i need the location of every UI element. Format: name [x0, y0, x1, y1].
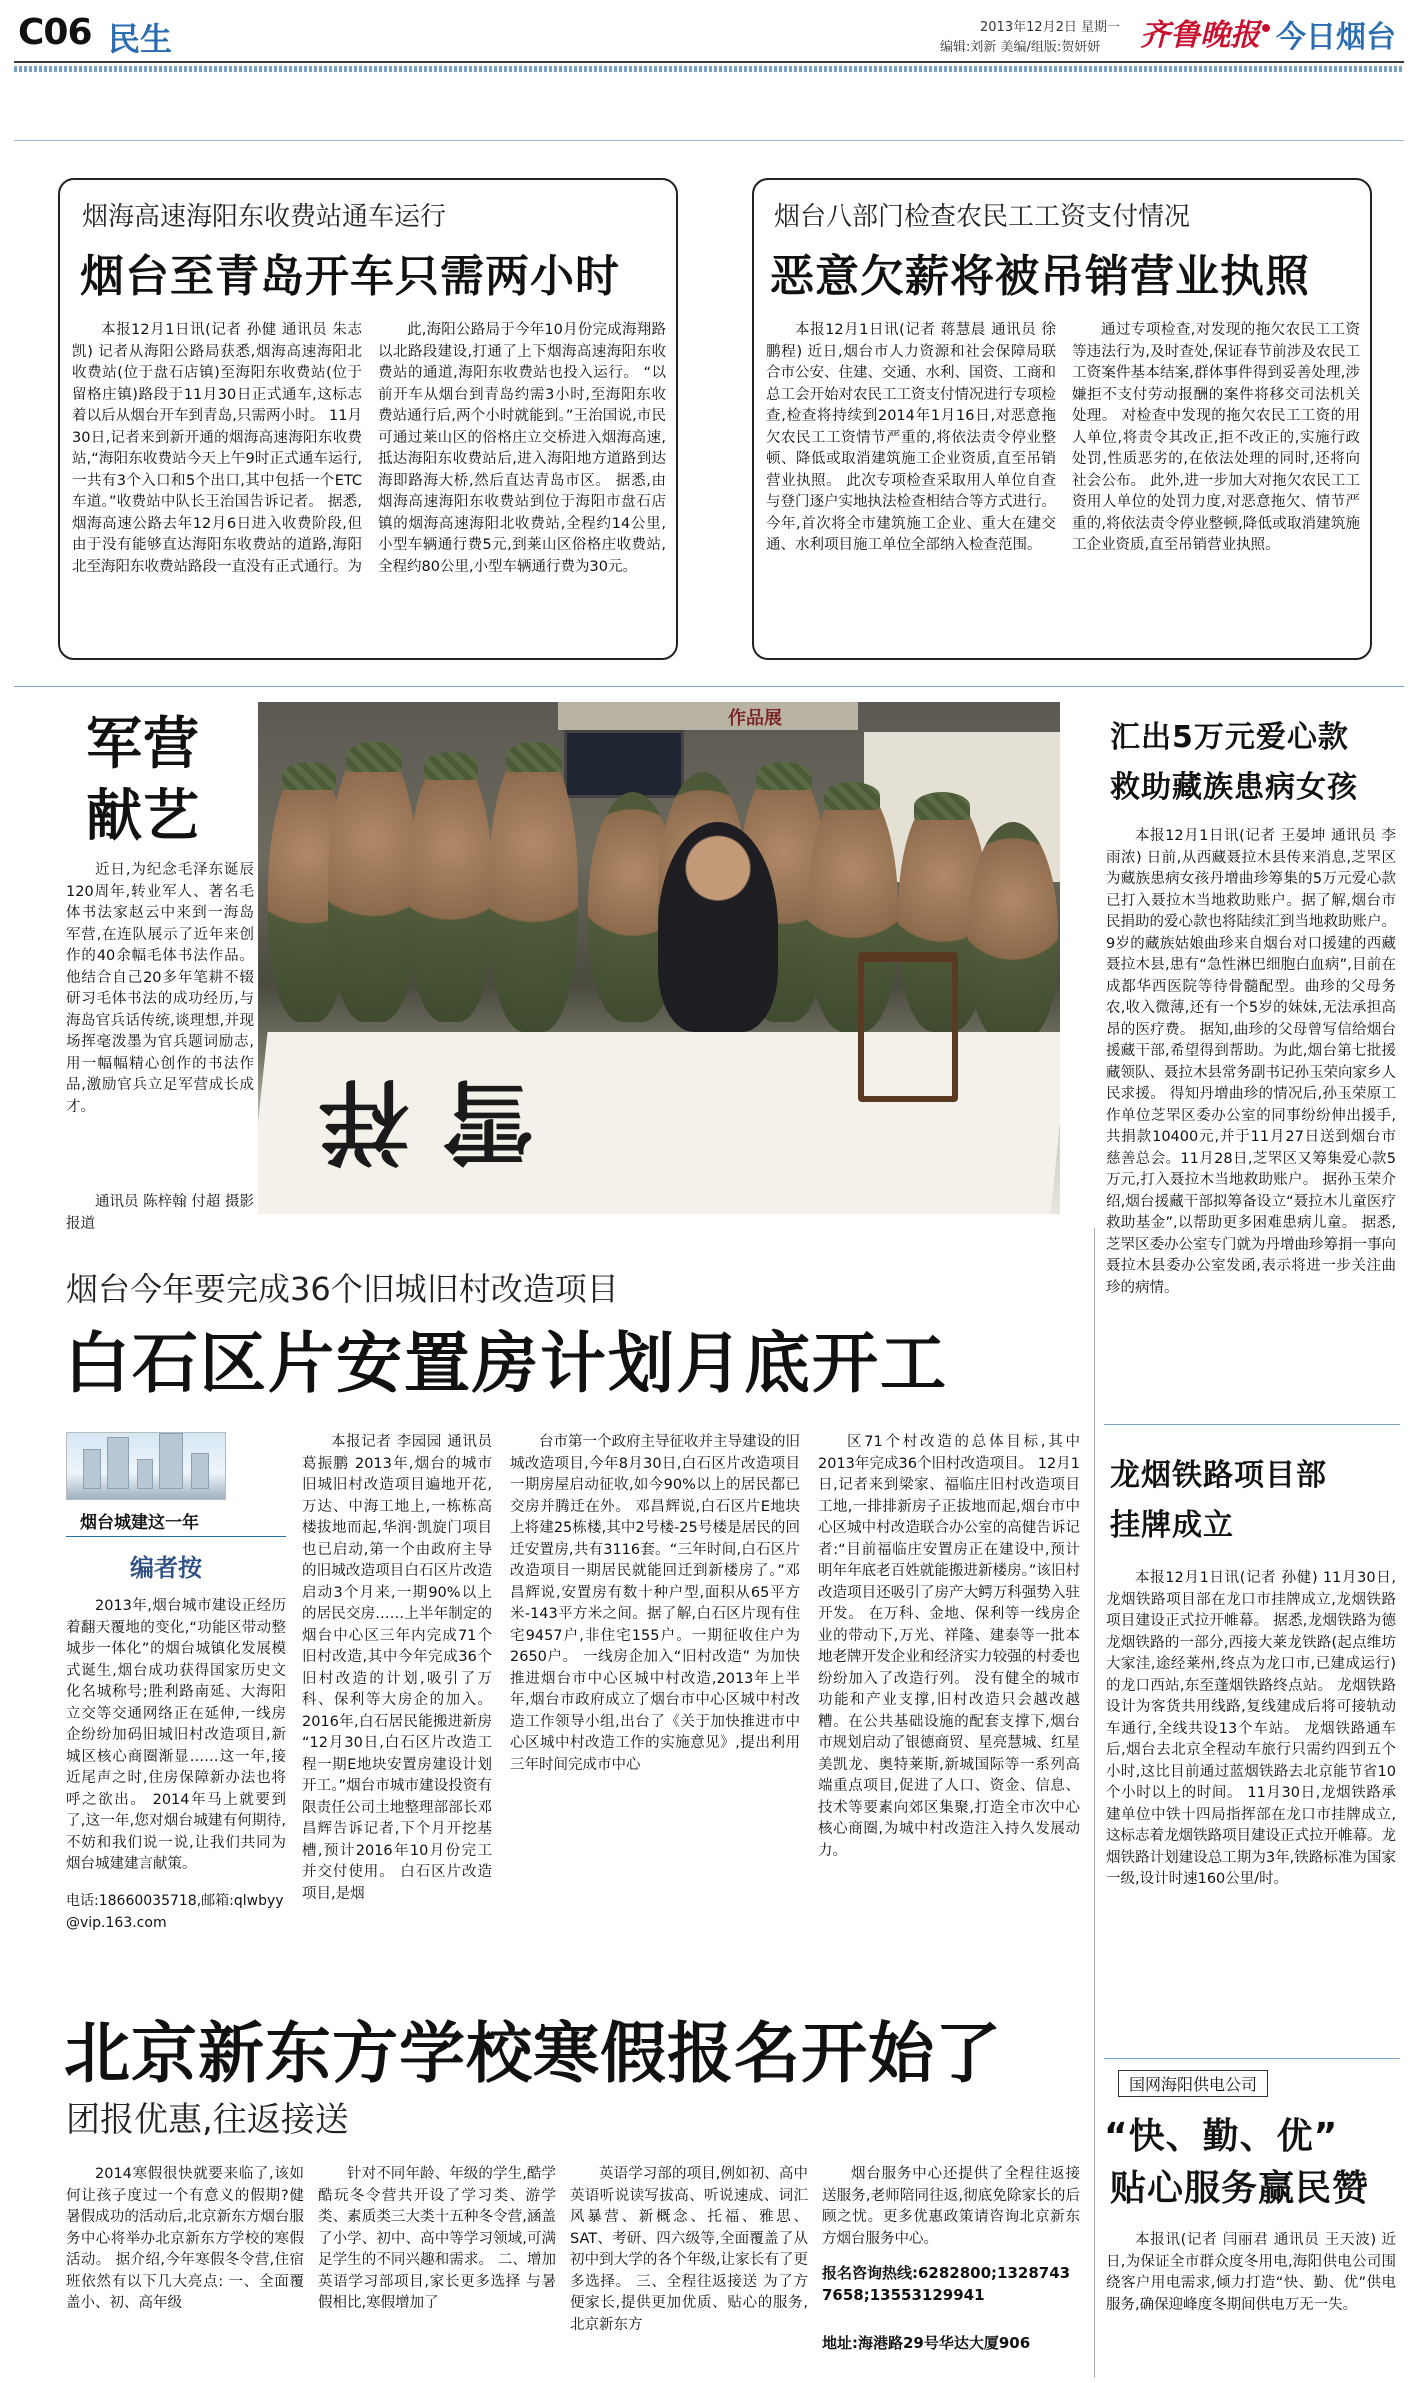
edition-title: 今日烟台: [1276, 20, 1396, 55]
story7-col4: 烟台服务中心还提供了全程往返接送服务,老师陪同往返,彻底免除家长的后顾之忧。更多优惠政策请咨询北京新东方烟台服务中心。: [822, 2166, 1080, 2247]
editor-note-title: 编者按: [130, 1554, 202, 1582]
building-shape: [191, 1453, 209, 1489]
building-shape: [159, 1433, 183, 1489]
army-calligraphy-photo: [258, 702, 1060, 1214]
story2-col2: 通过专项检查,对发现的拖欠农民工工资等违法行为,及时查处,保证春节前涉及农民工工资案件基本结案,群体事件得到妥善处理,涉嫌拒不支付劳动报酬的案件将移交司法机关处理。 对检查中发现的拖欠农民工工资的用人单位,将责令其改正,拒不改正的,实施行政处罚,性质恶劣的,在依法处理的同时,还将向社会公布。 此外,进一步加大对拖欠农民工工资用人单位的处罚力度,对恶意拖欠、情节严重的,将依法责令停业整顿,降低或取消建筑施工企业资质,直至吊销营业执照。: [1072, 322, 1360, 553]
story6-kicker: 烟台今年要完成36个旧城旧村改造项目: [66, 1270, 619, 1308]
army-cap: [506, 742, 562, 772]
editor-note-contact: 电话:18660035718,邮箱:qlwbyy@vip.163.com: [66, 1893, 284, 1931]
editor-note-body: 2013年,烟台城市建设正经历着翻天覆地的变化,“功能区带动整城步一体化”的烟台城镇化发展模式诞生,烟台成功获得国家历史文化名城称号;胜利路南延、大海阳立交等交通网络正在延伸,一线房企纷纷加码旧城旧村改造项目,新城区核心商圈渐显……这一年,接近尾声之时,住房保障新办法也将呼之欲出。 2014年马上就要到了,这一年,您对烟台城建有何期待,不妨和我们说一说,让我们共同为烟台城建建言献策。: [66, 1598, 286, 1872]
story2-kicker: 烟台八部门检查农民工工资支付情况: [774, 202, 1191, 232]
story7-subhead: 团报优惠,往返接送: [66, 2100, 349, 2140]
story5-body: 本报12月1日讯(记者 孙健) 11月30日,龙烟铁路项目部在龙口市挂牌成立,龙烟铁路项目建设正式拉开帷幕。 据悉,龙烟铁路为德龙烟铁路的一部分,西接大莱龙铁路(起点维坊大家洼,途经莱州,终点为龙口市,已建成运行)的龙口西站,东至蓬烟铁路终点站。 龙烟铁路设计为客货共用线路,复线建成后将可接轨动车通行,全线共设13个车站。 龙烟铁路通车后,烟台去北京全程动车旅行只需约四到五个小时,这比目前通过蓝烟铁路去北京能节省10个小时以上的时间。 11月30日,龙烟铁路承建单位中铁十四局指挥部在龙口市挂牌成立,这标志着龙烟铁路项目建设正式拉开帷幕。龙烟铁路计划建设总工期为3年,铁路标准为国家一级,设计时速160公里/时。: [1106, 1570, 1396, 1887]
brush-rack: [858, 952, 958, 1102]
army-cap: [424, 752, 478, 780]
story5-headline-1: 龙烟铁路项目部: [1110, 1458, 1327, 1493]
story7-headline: 北京新东方学校寒假报名开始了: [64, 2015, 1002, 2092]
story8-label: 国网海阳供电公司: [1118, 2070, 1268, 2097]
story1-kicker: 烟海高速海阳东收费站通车运行: [82, 202, 447, 232]
header-rule-blue: [14, 66, 1404, 72]
header-staff: 编辑:刘新 美编/组版:贺妍妍: [940, 40, 1101, 55]
story8-body: 本报讯(记者 闫丽君 通讯员 王天波) 近日,为保证全市群众度冬用电,海阳供电公司围绕客户用电需求,倾力打造“快、勤、优”供电服务,确保迎峰度冬期间供电万无一失。: [1106, 2232, 1396, 2313]
sidebar-label: 烟台城建这一年: [80, 1513, 199, 1533]
sidebar-rule: [66, 1536, 286, 1537]
story3-credit: 通讯员 陈梓翰 付超 摄影报道: [66, 1194, 254, 1232]
soldier-figure: [408, 752, 493, 1022]
story7-signup: 报名咨询热线:6282800;13287437658;13553129941: [822, 2264, 1071, 2304]
city-thumbnail: [66, 1432, 226, 1500]
page-number: C06: [18, 12, 92, 53]
army-cap: [282, 762, 336, 790]
story6-col1: 本报记者 李园园 通讯员 葛振鹏 2013年,烟台的城市旧城旧村改造项目遍地开花,万达、中海工地上,一栋栋高楼拔地而起,华润·凯旋门项目也已启动,第一个由政府主导的旧城改造项目白石区片改造启动3个月来,一期90%以上的居民交房……上半年制定的烟台中心区三年内完成71个旧村改造,其中今年完成36个旧村改造的计划,吸引了万科、保利等大房企的加入。 2016年,白石居民能搬进新房 “12月30日,白石区片改造工程一期E地块安置房建设计划开工。”烟台市城市建设投资有限责任公司土地整理部部长邓昌辉告诉记者,下个月开挖基槽,预计2016年10月份完工并交付使用。 白石区片改造项目,是烟: [302, 1434, 492, 1902]
story7-col1: 2014寒假很快就要来临了,该如何让孩子度过一个有意义的假期?健暑假成功的活动后,北京新东方烟台服务中心将举办北京新东方学校的寒假活动。 据介绍,今年寒假冬令营,住宿班依然有以下几大亮点: 一、全面覆盖小、初、高年级: [66, 2166, 304, 2311]
story5-top-rule: [1104, 1424, 1400, 1425]
army-cap: [346, 742, 402, 772]
top-blank-rule: [14, 140, 1404, 141]
story4-headline-1: 汇出5万元爱心款: [1110, 720, 1349, 755]
story8-headline-1: “快、勤、优”: [1104, 2116, 1339, 2157]
building-shape: [107, 1437, 129, 1489]
masthead-dot: [1262, 24, 1270, 32]
story3-headline-1: 军营: [86, 712, 200, 777]
story5-headline-2: 挂牌成立: [1110, 1508, 1234, 1543]
story6-headline: 白石区片安置房计划月底开工: [64, 1325, 948, 1402]
calligraphy-characters: 雪 祥: [318, 1067, 535, 1175]
photo-monitor: [564, 730, 684, 798]
army-cap: [756, 762, 812, 790]
header-rule: [14, 60, 1404, 63]
masthead-logo: 齐鲁晚报: [1140, 18, 1260, 53]
army-cap: [824, 782, 880, 810]
story8-top-rule: [1104, 2058, 1400, 2059]
army-cap: [914, 792, 970, 820]
calligrapher-figure: [658, 822, 778, 1032]
story1-col2: 此,海阳公路局于今年10月份完成海翔路以北路段建设,打通了上下烟海高速海阳东收费站的通道,海阳东收费站也投入运行。 “以前开车从烟台到青岛约需3小时,至海阳东收费站通行后,两个小时就能到。”王治国说,市民可通过莱山区的俗格庄立交桥进入烟海高速,抵达海阳东收费站后,进入海阳地方道路到达海即路海大桥,然后直达青岛市区。 据悉,由烟海高速海阳东收费站到位于海阳市盘石店镇的烟海高速海阳北收费站,全程约14公里,小型车辆通行费5元,到莱山区俗格庄收费站,全程约80公里,小型车辆通行费为30元。: [378, 322, 666, 575]
story3-headline-2: 献艺: [86, 784, 200, 849]
soldier-figure: [488, 742, 578, 1032]
photo-banner: [558, 702, 858, 730]
soldier-figure: [968, 822, 1058, 1042]
story7-address: 地址:海港路29号华达大厦906: [822, 2334, 1031, 2352]
story6-col3: 区71个村改造的总体目标,其中2013年完成36个旧村改造项目。 12月1日,记者来到梁家、福临庄旧村改造项目工地,一排排新房子正拔地而起,烟台市中心区城中村改造联合办公室的高健告诉记者:“目前福临庄安置房正在建设中,预计明年年底老百姓就能搬进新楼房。”该旧村改造项目还吸引了房产大鳄万科强势入驻开发。 在万科、金地、保利等一线房企业的带动下,万光、祥隆、建泰等一批本地老牌开发企业和经济实力较强的村委也纷纷加入了改造行列。 没有健全的城市功能和产业支撑,旧村改造只会越改越糟。在公共基础设施的配套支撑下,烟台市规划启动了银德商贸、星亮慧城、红星美凯龙、奥特莱斯,新城国际等一系列高端重点项目,促进了人口、资金、信息、技术等要素向郊区集聚,打造全市次中心核心商圈,为城中村改造注入持久发展动力。: [818, 1434, 1080, 1859]
section-title: 民生: [108, 20, 173, 58]
photo-banner-text: 作品展: [728, 708, 782, 729]
building-shape: [137, 1459, 153, 1489]
story4-headline-2: 救助藏族患病女孩: [1110, 770, 1358, 805]
soldier-figure: [328, 742, 418, 1022]
right-column-rule: [1094, 1228, 1095, 2378]
story3-caption: 近日,为纪念毛泽东诞辰120周年,转业军人、著名毛体书法家赵云中来到一海岛军营,在连队展示了近年来创作的40余幅毛体书法作品。他结合自己20多年笔耕不辍研习毛体书法的成功经历,与海岛官兵话传统,谈理想,并现场挥毫泼墨为官兵题词励志,用一幅幅精心创作的书法作品,激励官兵立足军营成长成才。: [66, 862, 254, 1115]
separator-rule-1: [14, 686, 1404, 687]
story7-col3: 英语学习部的项目,例如初、高中英语听说读写拔高、听说速成、词汇风暴营、新概念、托福、雅思、SAT、考研、四六级等,全面覆盖了从初中到大学的各个年级,让家长有了更多选择。 三、全程往返接送 为了方便家长,提供更加优质、贴心的服务,北京新东方: [570, 2166, 808, 2333]
story4-body: 本报12月1日讯(记者 王晏坤 通讯员 李雨浓) 日前,从西藏聂拉木县传来消息,芝罘区为藏族患病女孩丹增曲珍筹集的5万元爱心款已打入聂拉木当地救助账户。据了解,烟台市民捐助的爱心款也将陆续汇到当地救助账户。 9岁的藏族姑娘曲珍来自烟台对口援建的西藏聂拉木县,患有“急性淋巴细胞白血病”,目前在成都华西医院等待骨髓配型。曲珍的父母务农,收入微薄,还有一个5岁的妹妹,无法承担高昂的医疗费。 据知,曲珍的父母曾写信给烟台援藏干部,希望得到帮助。为此,烟台第七批援藏领队、聂拉木县常务副书记孙玉荣向家乡人民求援。 得知丹增曲珍的情况后,孙玉荣原工作单位芝罘区委办公室的同事纷纷伸出援手,共捐款10400元,并于11月27日送到烟台市慈善总会。11月28日,芝罘区又筹集爱心款5万元,打入聂拉木当地救助账户。 据孙玉荣介绍,烟台援藏干部拟筹备设立“聂拉木儿童医疗救助基金”,以帮助更多困难患病儿童。 据悉,芝罘区委办公室专门就为丹增曲珍筹捐一事向聂拉木县委办公室发函,表示将进一步关注曲珍的病情。: [1106, 828, 1396, 1296]
story2-col1: 本报12月1日讯(记者 蒋慧晨 通讯员 徐鹏程) 近日,烟台市人力资源和社会保障局联合市公安、住建、交通、水利、国资、工商和总工会开始对农民工工资支付情况进行专项检查,检查将持续到2014年1月16日,对恶意拖欠农民工工资情节严重的,将依法责令停业整顿、降低或取消建筑施工企业资质,直至吊销营业执照。 此次专项检查采取用人单位自查与登门逐户实地执法检查相结合等方式进行。今年,首次将全市建筑施工企业、重大在建交通、水利项目施工单位全部纳入检查范围。: [766, 322, 1056, 553]
story6-col2: 台市第一个政府主导征收并主导建设的旧城改造项目,今年8月30日,白石区片改造项目一期房屋启动征收,如今90%以上的居民都已交房并腾迁在外。 邓昌辉说,白石区片E地块上将建25栋楼,其中2号楼-25号楼是居民的回迁安置房,共有3116套。“三年时间,白石区片改造项目一期居民就能回迁到新楼房了。”邓昌辉说,安置房有数十种户型,面积从65平方米-143平方米之间。据了解,白石区片现有住宅9457户,非住宅155户。一期征收住户为2650户。 一线房企加入“旧村改造” 为加快推进烟台市中心区城中村改造,2013年上半年,烟台市政府成立了烟台市中心区城中村改造工作领导小组,出台了《关于加快推进市中心区城中村改造工作的实施意见》,提出利用三年时间完成市中心: [510, 1434, 800, 1773]
building-shape: [83, 1449, 101, 1489]
story1-col1: 本报12月1日讯(记者 孙健 通讯员 朱志凯) 记者从海阳公路局获悉,烟海高速海阳北收费站(位于盘石店镇)至海阳东收费站(位于留格庄镇)路段于11月30日正式通车,这标志着以后从烟台开车到青岛,只需两小时。 11月30日,记者来到新开通的烟海高速海阳东收费站,“海阳东收费站今天上午9时正式通车运行,一共有3个入口和5个出口,其中包括一个ETC车道。”收费站中队长王治国告诉记者。 据悉,烟海高速公路去年12月6日进入收费阶段,但由于没有能够直达海阳东收费站的道路,海阳北至海阳东收费站路段一直没有正式通行。为: [72, 322, 362, 575]
story7-col2: 针对不同年龄、年级的学生,酷学酷玩冬令营共开设了学习类、游学类、素质类三大类十五种冬令营,涵盖了小学、初中、高中等学习领域,可满足学生的不同兴趣和需求。 二、增加英语学习部项目,家长更多选择 与暑假相比,寒假增加了: [318, 2166, 556, 2311]
story8-headline-2: 贴心服务赢民赞: [1110, 2168, 1370, 2209]
story1-headline: 烟台至青岛开车只需两小时: [80, 251, 620, 302]
header-date: 2013年12月2日 星期一: [980, 20, 1121, 35]
story2-headline: 恶意欠薪将被吊销营业执照: [770, 251, 1310, 302]
